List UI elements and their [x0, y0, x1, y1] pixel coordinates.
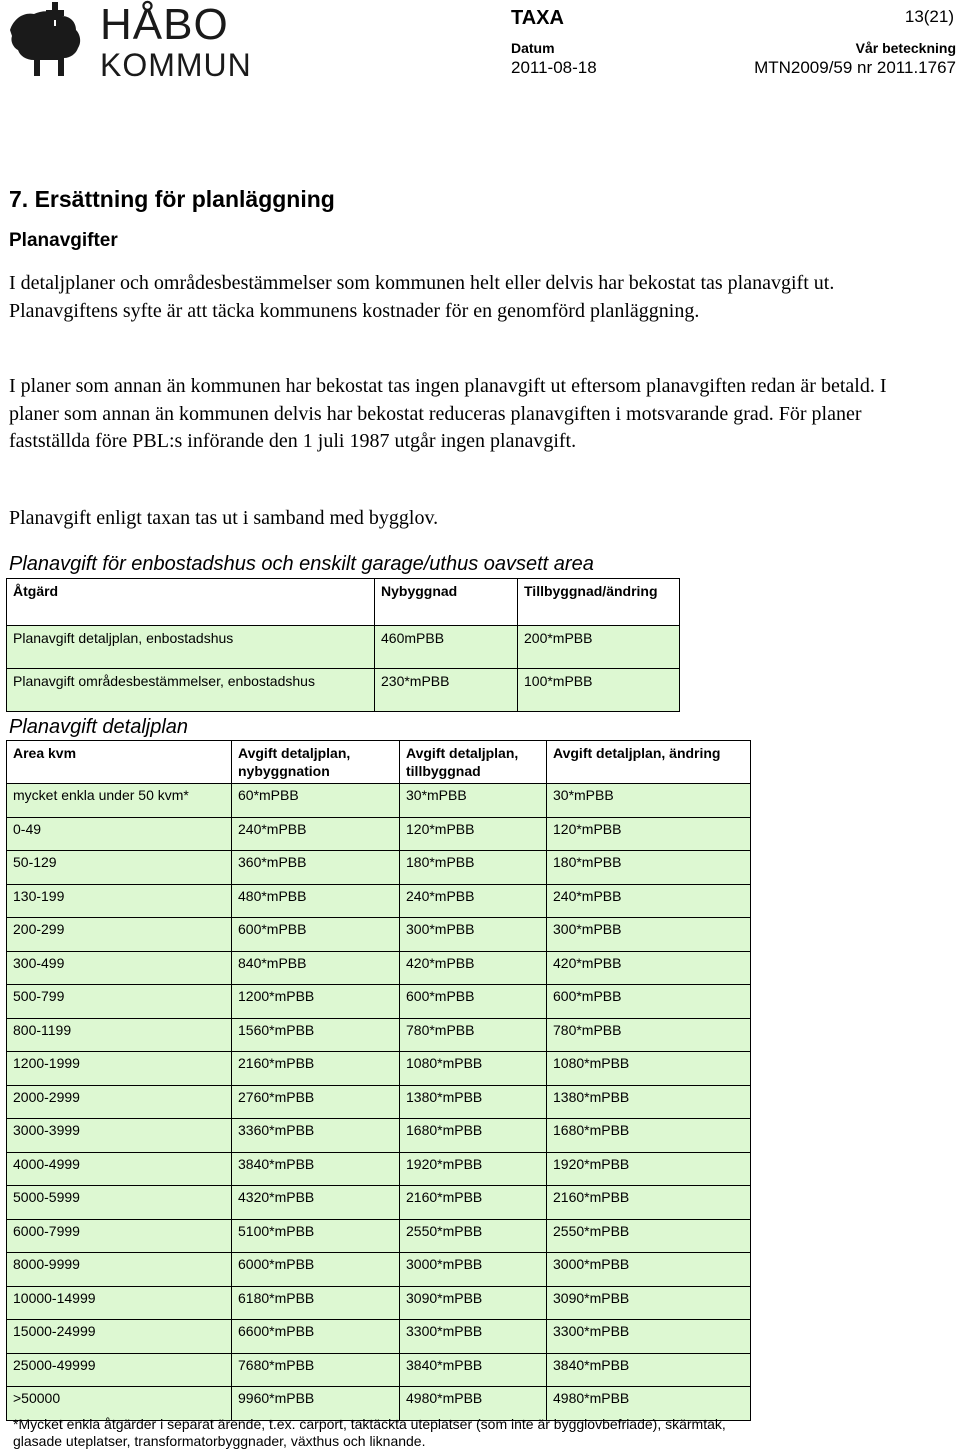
- footnote: *Mycket enkla åtgärder i separat ärende, t.ex. carport, taktäckta uteplatser (som inte är bygglovbefriade), skärmtak, glasade uteplatser, transformatorbyggnader, växthus och liknande.: [13, 1416, 726, 1449]
- table-cell: 9960*mPBB: [232, 1387, 400, 1421]
- column-header: Nybyggnad: [375, 579, 518, 626]
- table-cell: 800-1199: [7, 1018, 232, 1052]
- date-value: 2011-08-18: [511, 58, 597, 77]
- column-header: Avgift detaljplan, tillbyggnad: [400, 741, 547, 784]
- table-row: [7, 884, 751, 918]
- table-cell: 780*mPBB: [400, 1018, 547, 1052]
- date-label: Datum: [511, 40, 555, 56]
- table-cell: 1680*mPBB: [400, 1119, 547, 1153]
- table-row: [7, 1018, 751, 1052]
- table-row: [7, 1052, 751, 1086]
- table-row: [7, 1152, 751, 1186]
- table-row: [7, 1320, 751, 1354]
- table-cell: Planavgift detaljplan, enbostadshus: [7, 626, 375, 669]
- table-header-row: [7, 741, 751, 784]
- table-cell: 2550*mPBB: [400, 1219, 547, 1253]
- table-cell: 100*mPBB: [518, 669, 680, 712]
- table-cell: 500-799: [7, 985, 232, 1019]
- table-cell: 1920*mPBB: [547, 1152, 751, 1186]
- table2-caption: Planavgift detaljplan: [9, 716, 189, 738]
- habo-kommun-logo: [6, 0, 252, 84]
- table-cell: 1080*mPBB: [400, 1052, 547, 1086]
- table-cell: 3840*mPBB: [232, 1152, 400, 1186]
- table-cell: 120*mPBB: [400, 817, 547, 851]
- table-cell: 1380*mPBB: [547, 1085, 751, 1119]
- table-cell: 3090*mPBB: [400, 1286, 547, 1320]
- table-row: [7, 1253, 751, 1287]
- table-cell: 5100*mPBB: [232, 1219, 400, 1253]
- table-cell: 2160*mPBB: [547, 1186, 751, 1220]
- table-cell: 8000-9999: [7, 1253, 232, 1287]
- table-body: [7, 784, 751, 1421]
- table-cell: 1380*mPBB: [400, 1085, 547, 1119]
- table-row: [7, 1186, 751, 1220]
- table-cell: 300-499: [7, 951, 232, 985]
- table1-caption: Planavgift för enbostadshus och enskilt garage/uthus oavsett area: [9, 553, 594, 575]
- table-cell: 0-49: [7, 817, 232, 851]
- table-cell: 1680*mPBB: [547, 1119, 751, 1153]
- column-header: Area kvm: [7, 741, 232, 784]
- table-cell: 60*mPBB: [232, 784, 400, 818]
- table-cell: 3840*mPBB: [400, 1353, 547, 1387]
- table-cell: 300*mPBB: [400, 918, 547, 952]
- table-cell: 840*mPBB: [232, 951, 400, 985]
- lamb-emblem-icon: [6, 2, 88, 84]
- logo-subname: KOMMUN: [100, 47, 252, 83]
- table-cell: 240*mPBB: [400, 884, 547, 918]
- page-number: 13(21): [904, 7, 954, 26]
- section-heading: 7. Ersättning för planläggning: [9, 186, 335, 212]
- table-cell: 600*mPBB: [547, 985, 751, 1019]
- logo-name: HÅBO: [100, 0, 229, 49]
- column-header: Avgift detaljplan, ändring: [547, 741, 751, 784]
- table-cell: 6000*mPBB: [232, 1253, 400, 1287]
- table-cell: 600*mPBB: [400, 985, 547, 1019]
- table-cell: 1920*mPBB: [400, 1152, 547, 1186]
- table-cell: 4320*mPBB: [232, 1186, 400, 1220]
- table-cell: 4980*mPBB: [547, 1387, 751, 1421]
- table-cell: 25000-49999: [7, 1353, 232, 1387]
- table-cell: 1080*mPBB: [547, 1052, 751, 1086]
- table-cell: 30*mPBB: [547, 784, 751, 818]
- table-cell: 3360*mPBB: [232, 1119, 400, 1153]
- table-cell: 30*mPBB: [400, 784, 547, 818]
- table-cell: 600*mPBB: [232, 918, 400, 952]
- table-row: [7, 1085, 751, 1119]
- table-cell: 3300*mPBB: [400, 1320, 547, 1354]
- table-cell: 360*mPBB: [232, 851, 400, 885]
- table-cell: 5000-5999: [7, 1186, 232, 1220]
- paragraph-collection: Planavgift enligt taxan tas ut i samband med bygglov.: [9, 507, 439, 529]
- table-planavgift-detaljplan: [6, 740, 751, 1421]
- table-cell: 2550*mPBB: [547, 1219, 751, 1253]
- table-cell: 2000-2999: [7, 1085, 232, 1119]
- column-header: Tillbyggnad/ändring: [518, 579, 680, 626]
- table-cell: 3000-3999: [7, 1119, 232, 1153]
- table-cell: 3000*mPBB: [547, 1253, 751, 1287]
- table-cell: 1200-1999: [7, 1052, 232, 1086]
- table-row: [7, 918, 751, 952]
- table-cell: 240*mPBB: [547, 884, 751, 918]
- table-cell: 3000*mPBB: [400, 1253, 547, 1287]
- table-cell: 10000-14999: [7, 1286, 232, 1320]
- table-cell: >50000: [7, 1387, 232, 1421]
- table-cell: 480*mPBB: [232, 884, 400, 918]
- table-cell: 4980*mPBB: [400, 1387, 547, 1421]
- table-cell: 2760*mPBB: [232, 1085, 400, 1119]
- table-row: [7, 669, 680, 712]
- table-row: [7, 626, 680, 669]
- table-row: [7, 951, 751, 985]
- table-cell: 780*mPBB: [547, 1018, 751, 1052]
- table-cell: 1560*mPBB: [232, 1018, 400, 1052]
- table-cell: 180*mPBB: [400, 851, 547, 885]
- table-header-row: [7, 579, 680, 626]
- table-cell: 240*mPBB: [232, 817, 400, 851]
- table-cell: 6000-7999: [7, 1219, 232, 1253]
- table-cell: 2160*mPBB: [400, 1186, 547, 1220]
- table-cell: 300*mPBB: [547, 918, 751, 952]
- table-cell: 180*mPBB: [547, 851, 751, 885]
- paragraph-purpose: I detaljplaner och områdesbestämmelser som kommunen helt eller delvis har bekostat tas planavgift ut. Planavgiftens syfte är att täcka kommunens kostnader för en genomförd planläggning.: [9, 272, 835, 322]
- table-row: [7, 1119, 751, 1153]
- table-cell: Planavgift områdesbestämmelser, enbostadshus: [7, 669, 375, 712]
- table-cell: 50-129: [7, 851, 232, 885]
- table-row: [7, 784, 751, 818]
- table-cell: 420*mPBB: [400, 951, 547, 985]
- table-cell: 6600*mPBB: [232, 1320, 400, 1354]
- column-header: Avgift detaljplan, nybyggnation: [232, 741, 400, 784]
- column-header: Åtgärd: [7, 579, 375, 626]
- table-cell: 230*mPBB: [375, 669, 518, 712]
- table-row: [7, 985, 751, 1019]
- table-cell: 120*mPBB: [547, 817, 751, 851]
- table-cell: 200-299: [7, 918, 232, 952]
- table-cell: 460mPBB: [375, 626, 518, 669]
- table-cell: mycket enkla under 50 kvm*: [7, 784, 232, 818]
- table-cell: 4000-4999: [7, 1152, 232, 1186]
- reference-value: MTN2009/59 nr 2011.1767: [754, 58, 956, 77]
- table-cell: 420*mPBB: [547, 951, 751, 985]
- table-cell: 6180*mPBB: [232, 1286, 400, 1320]
- table-cell: 7680*mPBB: [232, 1353, 400, 1387]
- table-row: [7, 1219, 751, 1253]
- paragraph-exemptions: I planer som annan än kommunen har bekostat tas ingen planavgift ut eftersom planavgiften redan är betald. I planer som annan än kommunen delvis har bekostat reduceras planavgiften i motsvarande grad. För planer fastställda före PBL:s införande den 1 juli 1987 utgår ingen planavgift.: [9, 375, 887, 452]
- table-cell: 200*mPBB: [518, 626, 680, 669]
- table-cell: 3090*mPBB: [547, 1286, 751, 1320]
- reference-label: Vår beteckning: [855, 40, 956, 56]
- table-row: [7, 851, 751, 885]
- document-type: TAXA: [511, 7, 564, 29]
- table-row: [7, 1387, 751, 1421]
- sub-heading: Planavgifter: [9, 230, 118, 251]
- table-cell: 3300*mPBB: [547, 1320, 751, 1354]
- table-cell: 15000-24999: [7, 1320, 232, 1354]
- table-row: [7, 1353, 751, 1387]
- table-cell: 3840*mPBB: [547, 1353, 751, 1387]
- table-cell: 2160*mPBB: [232, 1052, 400, 1086]
- table-row: [7, 817, 751, 851]
- table-cell: 130-199: [7, 884, 232, 918]
- table-cell: 1200*mPBB: [232, 985, 400, 1019]
- table-row: [7, 1286, 751, 1320]
- table-planavgift-enbostadshus: [6, 578, 680, 712]
